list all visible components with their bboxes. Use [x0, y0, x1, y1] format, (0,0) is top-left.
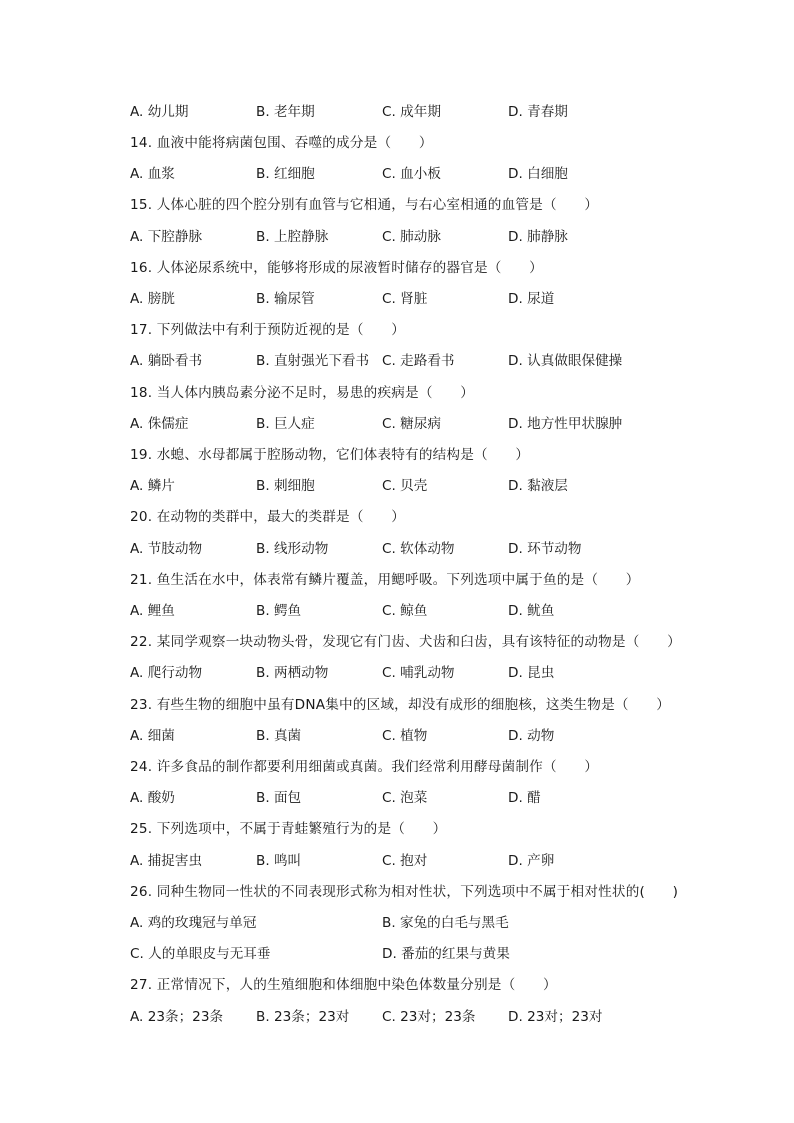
- option-a: A. 躺卧看书: [130, 353, 203, 369]
- option-c: C. 走路看书: [382, 353, 455, 369]
- option-d: D. 认真做眼保健操: [508, 353, 623, 369]
- option-b: B. 红细胞: [256, 166, 315, 182]
- option-b: B. 23条；23对: [256, 1009, 350, 1025]
- question-21: 21. 鱼生活在水中，体表常有鳞片覆盖，用鳃呼吸。下列选项中属于鱼的是（ ）: [130, 572, 640, 588]
- option-a: A. 幼儿期: [130, 104, 189, 120]
- option-a: A. 捕捉害虫: [130, 853, 203, 869]
- option-b: B. 两栖动物: [256, 665, 329, 681]
- option-a: A. 爬行动物: [130, 665, 203, 681]
- question-24: 24. 许多食品的制作都要利用细菌或真菌。我们经常利用酵母菌制作（ ）: [130, 759, 599, 775]
- question-17: 17. 下列做法中有利于预防近视的是（ ）: [130, 322, 406, 338]
- option-d: D. 肺静脉: [508, 229, 568, 245]
- option-a: A. 鳞片: [130, 478, 175, 494]
- option-a: A. 酸奶: [130, 790, 175, 806]
- option-d: D. 动物: [508, 728, 555, 744]
- question-25: 25. 下列选项中，不属于青蛙繁殖行为的是（ ）: [130, 821, 447, 837]
- option-b: B. 线形动物: [256, 541, 329, 557]
- option-b: B. 直射强光下看书: [256, 353, 370, 369]
- option-a: A. 膀胱: [130, 291, 175, 307]
- question-14: 14. 血液中能将病菌包围、吞噬的成分是（ ）: [130, 135, 433, 151]
- option-c: C. 抱对: [382, 853, 428, 869]
- option-d: D. 番茄的红果与黄果: [382, 946, 510, 962]
- question-22: 22. 某同学观察一块动物头骨，发现它有门齿、犬齿和臼齿，具有该特征的动物是（ ）: [130, 634, 681, 650]
- option-c: C. 肾脏: [382, 291, 428, 307]
- question-16: 16. 人体泌尿系统中，能够将形成的尿液暂时储存的器官是（ ）: [130, 260, 543, 276]
- question-15: 15. 人体心脏的四个腔分别有血管与它相通，与右心室相通的血管是（ ）: [130, 197, 599, 213]
- option-c: C. 23对；23条: [382, 1009, 476, 1025]
- question-18: 18. 当人体内胰岛素分泌不足时，易患的疾病是（ ）: [130, 385, 474, 401]
- option-d: D. 昆虫: [508, 665, 555, 681]
- option-a: A. 侏儒症: [130, 416, 189, 432]
- question-19: 19. 水螅、水母都属于腔肠动物，它们体表特有的结构是（ ）: [130, 447, 530, 463]
- option-b: B. 上腔静脉: [256, 229, 329, 245]
- option-d: D. 23对；23对: [508, 1009, 603, 1025]
- option-b: B. 家兔的白毛与黑毛: [382, 915, 509, 931]
- option-d: D. 环节动物: [508, 541, 582, 557]
- option-d: D. 鱿鱼: [508, 603, 555, 619]
- option-a: A. 23条；23条: [130, 1009, 224, 1025]
- option-d: D. 地方性甲状腺肿: [508, 416, 623, 432]
- option-c: C. 泡菜: [382, 790, 428, 806]
- question-26: 26. 同种生物同一性状的不同表现形式称为相对性状，下列选项中不属于相对性状的( ): [130, 884, 679, 900]
- option-b: B. 巨人症: [256, 416, 315, 432]
- option-d: D. 黏液层: [508, 478, 568, 494]
- option-b: B. 输尿管: [256, 291, 315, 307]
- option-c: C. 糖尿病: [382, 416, 441, 432]
- option-c: C. 人的单眼皮与无耳垂: [130, 946, 271, 962]
- option-c: C. 成年期: [382, 104, 441, 120]
- option-b: B. 面包: [256, 790, 302, 806]
- option-a: A. 下腔静脉: [130, 229, 203, 245]
- option-d: D. 青春期: [508, 104, 568, 120]
- option-b: B. 老年期: [256, 104, 315, 120]
- option-a: A. 细菌: [130, 728, 175, 744]
- option-a: A. 节肢动物: [130, 541, 203, 557]
- option-c: C. 血小板: [382, 166, 441, 182]
- option-c: C. 贝壳: [382, 478, 428, 494]
- option-b: B. 鳄鱼: [256, 603, 302, 619]
- question-27: 27. 正常情况下，人的生殖细胞和体细胞中染色体数量分别是（ ）: [130, 977, 557, 993]
- option-a: A. 鲤鱼: [130, 603, 175, 619]
- option-a: A. 鸡的玫瑰冠与单冠: [130, 915, 257, 931]
- option-c: C. 哺乳动物: [382, 665, 455, 681]
- option-d: D. 产卵: [508, 853, 555, 869]
- option-a: A. 血浆: [130, 166, 175, 182]
- option-d: D. 醋: [508, 790, 541, 806]
- question-23: 23. 有些生物的细胞中虽有DNA集中的区域，却没有成形的细胞核，这类生物是（ ）: [130, 697, 671, 713]
- option-b: B. 刺细胞: [256, 478, 315, 494]
- option-d: D. 白细胞: [508, 166, 568, 182]
- option-c: C. 软体动物: [382, 541, 455, 557]
- option-c: C. 肺动脉: [382, 229, 441, 245]
- option-d: D. 尿道: [508, 291, 555, 307]
- option-b: B. 鸣叫: [256, 853, 302, 869]
- option-c: C. 鲸鱼: [382, 603, 428, 619]
- option-c: C. 植物: [382, 728, 428, 744]
- option-b: B. 真菌: [256, 728, 302, 744]
- question-20: 20. 在动物的类群中，最大的类群是（ ）: [130, 509, 406, 525]
